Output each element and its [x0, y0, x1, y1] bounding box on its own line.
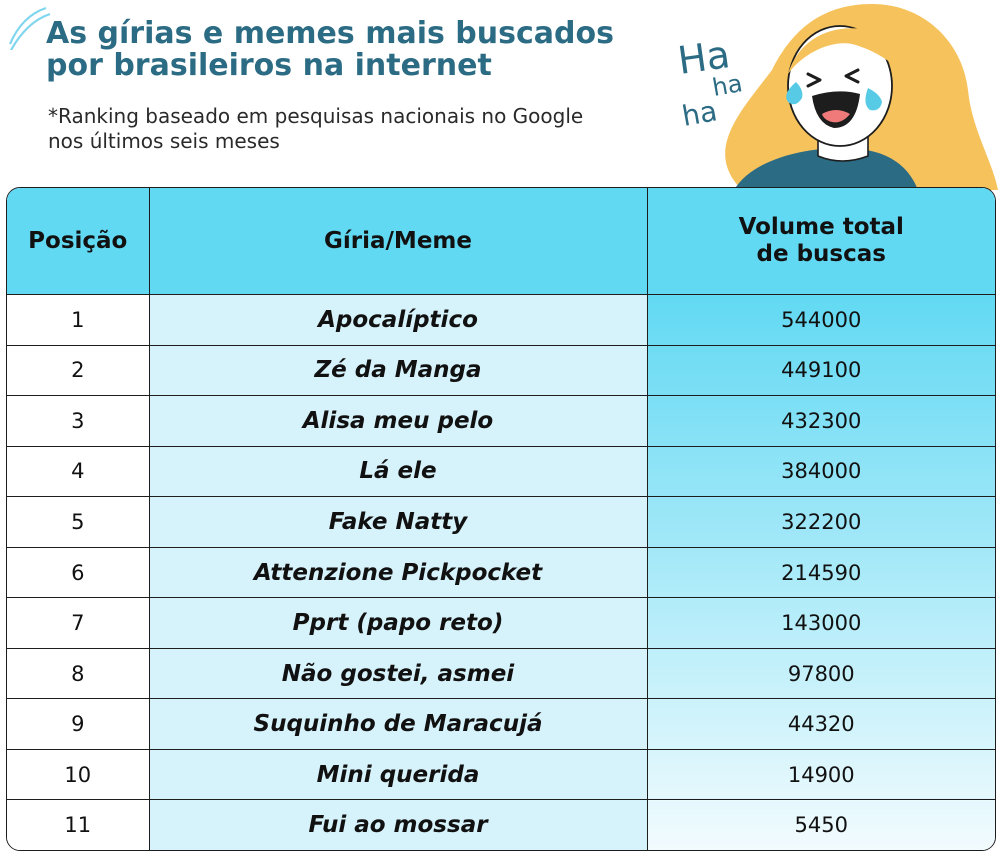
cell-term: Attenzione Pickpocket [149, 547, 647, 598]
table-row [7, 497, 995, 548]
cell-term: Não gostei, asmei [149, 648, 647, 699]
cell-volume: 432300 [647, 396, 995, 447]
ranking-table [6, 187, 996, 851]
cell-term: Mini querida [149, 749, 647, 800]
cell-term: Fake Natty [149, 497, 647, 548]
cell-volume: 214590 [647, 547, 995, 598]
table-row [7, 699, 995, 750]
cell-volume: 322200 [647, 497, 995, 548]
table-row [7, 547, 995, 598]
cell-term: Zé da Manga [149, 345, 647, 396]
cell-position: 7 [7, 598, 149, 649]
laughing-woman-illustration [672, 0, 1000, 190]
cell-position: 3 [7, 396, 149, 447]
header [0, 0, 1000, 190]
cell-position: 9 [7, 699, 149, 750]
cell-position: 8 [7, 648, 149, 699]
laugh-text-1: Ha [675, 32, 733, 83]
table-row [7, 800, 995, 850]
column-header-position: Posição [7, 188, 149, 295]
table-row [7, 295, 995, 346]
cell-position: 11 [7, 800, 149, 850]
laugh-text-2: ha [710, 69, 745, 102]
cell-term: Suquinho de Maracujá [149, 699, 647, 750]
cell-position: 6 [7, 547, 149, 598]
table-row [7, 598, 995, 649]
cell-volume: 5450 [647, 800, 995, 850]
column-header-term: Gíria/Meme [149, 188, 647, 295]
cell-volume: 14900 [647, 749, 995, 800]
cell-volume: 97800 [647, 648, 995, 699]
cell-position: 4 [7, 446, 149, 497]
cell-term: Fui ao mossar [149, 800, 647, 850]
table-header-row [7, 188, 995, 295]
table-row [7, 749, 995, 800]
cell-term: Apocalíptico [149, 295, 647, 346]
column-header-volume [647, 188, 995, 295]
cell-volume: 544000 [647, 295, 995, 346]
column-header-volume-label: Volume total de buscas [738, 214, 904, 267]
cell-position: 5 [7, 497, 149, 548]
cell-term: Lá ele [149, 446, 647, 497]
page-subtitle: *Ranking baseado em pesquisas nacionais no Google nos últimos seis meses [48, 104, 584, 153]
cell-term: Alisa meu pelo [149, 396, 647, 447]
page-title: As gírias e memes mais buscados por brasileiros na internet [46, 16, 614, 83]
cell-volume: 449100 [647, 345, 995, 396]
cell-volume: 143000 [647, 598, 995, 649]
laugh-text-3: ha [679, 94, 720, 133]
cell-position: 2 [7, 345, 149, 396]
cell-volume: 384000 [647, 446, 995, 497]
cell-volume: 44320 [647, 699, 995, 750]
table-row [7, 396, 995, 447]
cell-position: 1 [7, 295, 149, 346]
table-row [7, 446, 995, 497]
cell-position: 10 [7, 749, 149, 800]
table-row [7, 345, 995, 396]
cell-term: Pprt (papo reto) [149, 598, 647, 649]
table-row [7, 648, 995, 699]
